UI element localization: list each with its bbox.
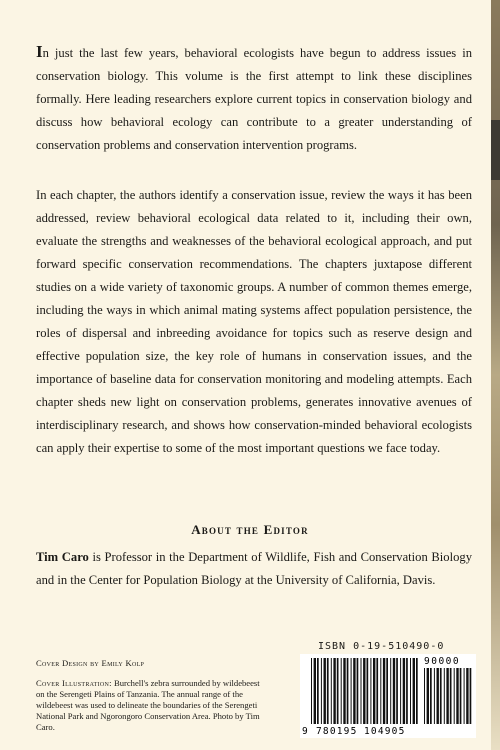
editor-bio-text: is Professor in the Department of Wildlife, Fish and Conservation Biology and in the Center for Population Biology at the University of California, Davis.: [36, 550, 472, 587]
cover-illustration-credit: [36, 678, 266, 733]
barcode-bar: [396, 658, 398, 724]
cover-illustration-label: Cover Illustration:: [36, 678, 112, 688]
blurb-paragraph-1-text: n just the last few years, behavioral ecologists have begun to address issues in conservation biology. This volume is the first attempt to link these disciplines formally. Here leading researchers explore current topics in conservation biology and discuss how behavioral ecology can contribute to a greater understanding of conservation problems and conservation intervention programs.: [36, 46, 472, 152]
barcode-bar: [321, 658, 322, 724]
barcode-bar: [403, 658, 405, 724]
barcode-bar: [440, 668, 442, 724]
barcode-bar: [331, 658, 332, 724]
barcode-bar: [347, 658, 349, 724]
drop-cap: I: [36, 42, 43, 61]
barcode: [300, 654, 476, 738]
barcode-bar: [427, 668, 429, 724]
barcode-bar: [406, 658, 408, 724]
barcode-bar: [363, 658, 365, 724]
barcode-bar: [317, 658, 319, 724]
barcode-bar: [437, 668, 439, 724]
cover-illustration-text: Burchell's zebra surrounded by wildebeest on the Serengeti Plains of Tanzania. The annual range of the wildebeest was used to delineate the boundaries of the Serengeti National Park and Ngorongoro Conservation Area. Photo by Tim Caro.: [36, 678, 260, 732]
barcode-bar: [390, 658, 391, 724]
barcode-bar: [446, 668, 448, 724]
barcode-bar: [450, 668, 452, 724]
barcode-bar: [351, 658, 352, 724]
barcode-right-digits: 104905: [364, 726, 406, 737]
barcode-bar: [361, 658, 362, 724]
barcode-bar: [460, 668, 462, 724]
barcode-bar: [314, 658, 316, 724]
barcode-bar: [333, 658, 335, 724]
blurb-paragraph-2: In each chapter, the authors identify a conservation issue, review the ways it has been addressed, review behavioral ecological data related to it, including their own, evaluate the strengths and weaknesses of the behavioral ecological approach, and put forward specific conservation recommendations. The chapters juxtapose different studies on a wide variety of taxonomic groups. A number of common themes emerge, including the ways in which animal mating systems affect population persistence, the roles of dispersal and inbreeding avoidance for topics such as reserve design and effective population size, the key role of humans in conservation issues, and the importance of baseline data for conservation monitoring and modeling attempts. Each chapter sheds new light on conservation problems, generates innovative avenues of interdisciplinary research, and shows how conservation-minded behavioral ecologists can apply their expertise to some of the most important questions we face today.: [36, 188, 472, 455]
barcode-bar: [466, 668, 468, 724]
barcode-bar: [383, 658, 385, 724]
barcode-bar: [357, 658, 359, 724]
barcode-bar: [353, 658, 355, 724]
barcode-left-digits: 780195: [316, 726, 358, 737]
barcode-bar: [464, 668, 465, 724]
cover-edge-strip: [491, 0, 500, 750]
barcode-bar: [444, 668, 445, 724]
barcode-bar: [380, 658, 381, 724]
barcode-bar: [324, 658, 326, 724]
barcode-bar: [311, 658, 312, 724]
barcode-bar: [456, 668, 458, 724]
barcode-bar: [367, 658, 369, 724]
barcode-bar: [454, 668, 455, 724]
editor-bio: [36, 546, 472, 592]
isbn-text: ISBN 0-19-510490-0: [318, 641, 445, 652]
barcode-bar: [410, 658, 411, 724]
barcode-bar: [370, 658, 371, 724]
barcode-bar: [393, 658, 395, 724]
barcode-bar: [327, 658, 329, 724]
barcode-bar: [430, 668, 432, 724]
barcode-bar: [386, 658, 388, 724]
barcode-bar: [470, 668, 472, 724]
barcode-bar: [400, 658, 401, 724]
barcode-bar: [337, 658, 339, 724]
about-editor-heading: About the Editor: [191, 522, 309, 537]
barcode-bar: [416, 658, 418, 724]
cover-design-credit: [36, 658, 266, 669]
barcode-lead-digit: 9: [302, 726, 308, 737]
barcode-bar: [373, 658, 375, 724]
barcode-bar: [376, 658, 378, 724]
barcode-bar: [424, 668, 425, 724]
editor-name: Tim Caro: [36, 550, 89, 564]
barcode-bar: [434, 668, 435, 724]
blurb-paragraph-1: [36, 40, 472, 157]
barcode-bar: [341, 658, 342, 724]
barcode-bar: [413, 658, 415, 724]
barcode-addon-digits: 90000: [424, 656, 461, 667]
barcode-bar: [343, 658, 345, 724]
cover-design-label: Cover Design by Emily Kolp: [36, 658, 145, 668]
